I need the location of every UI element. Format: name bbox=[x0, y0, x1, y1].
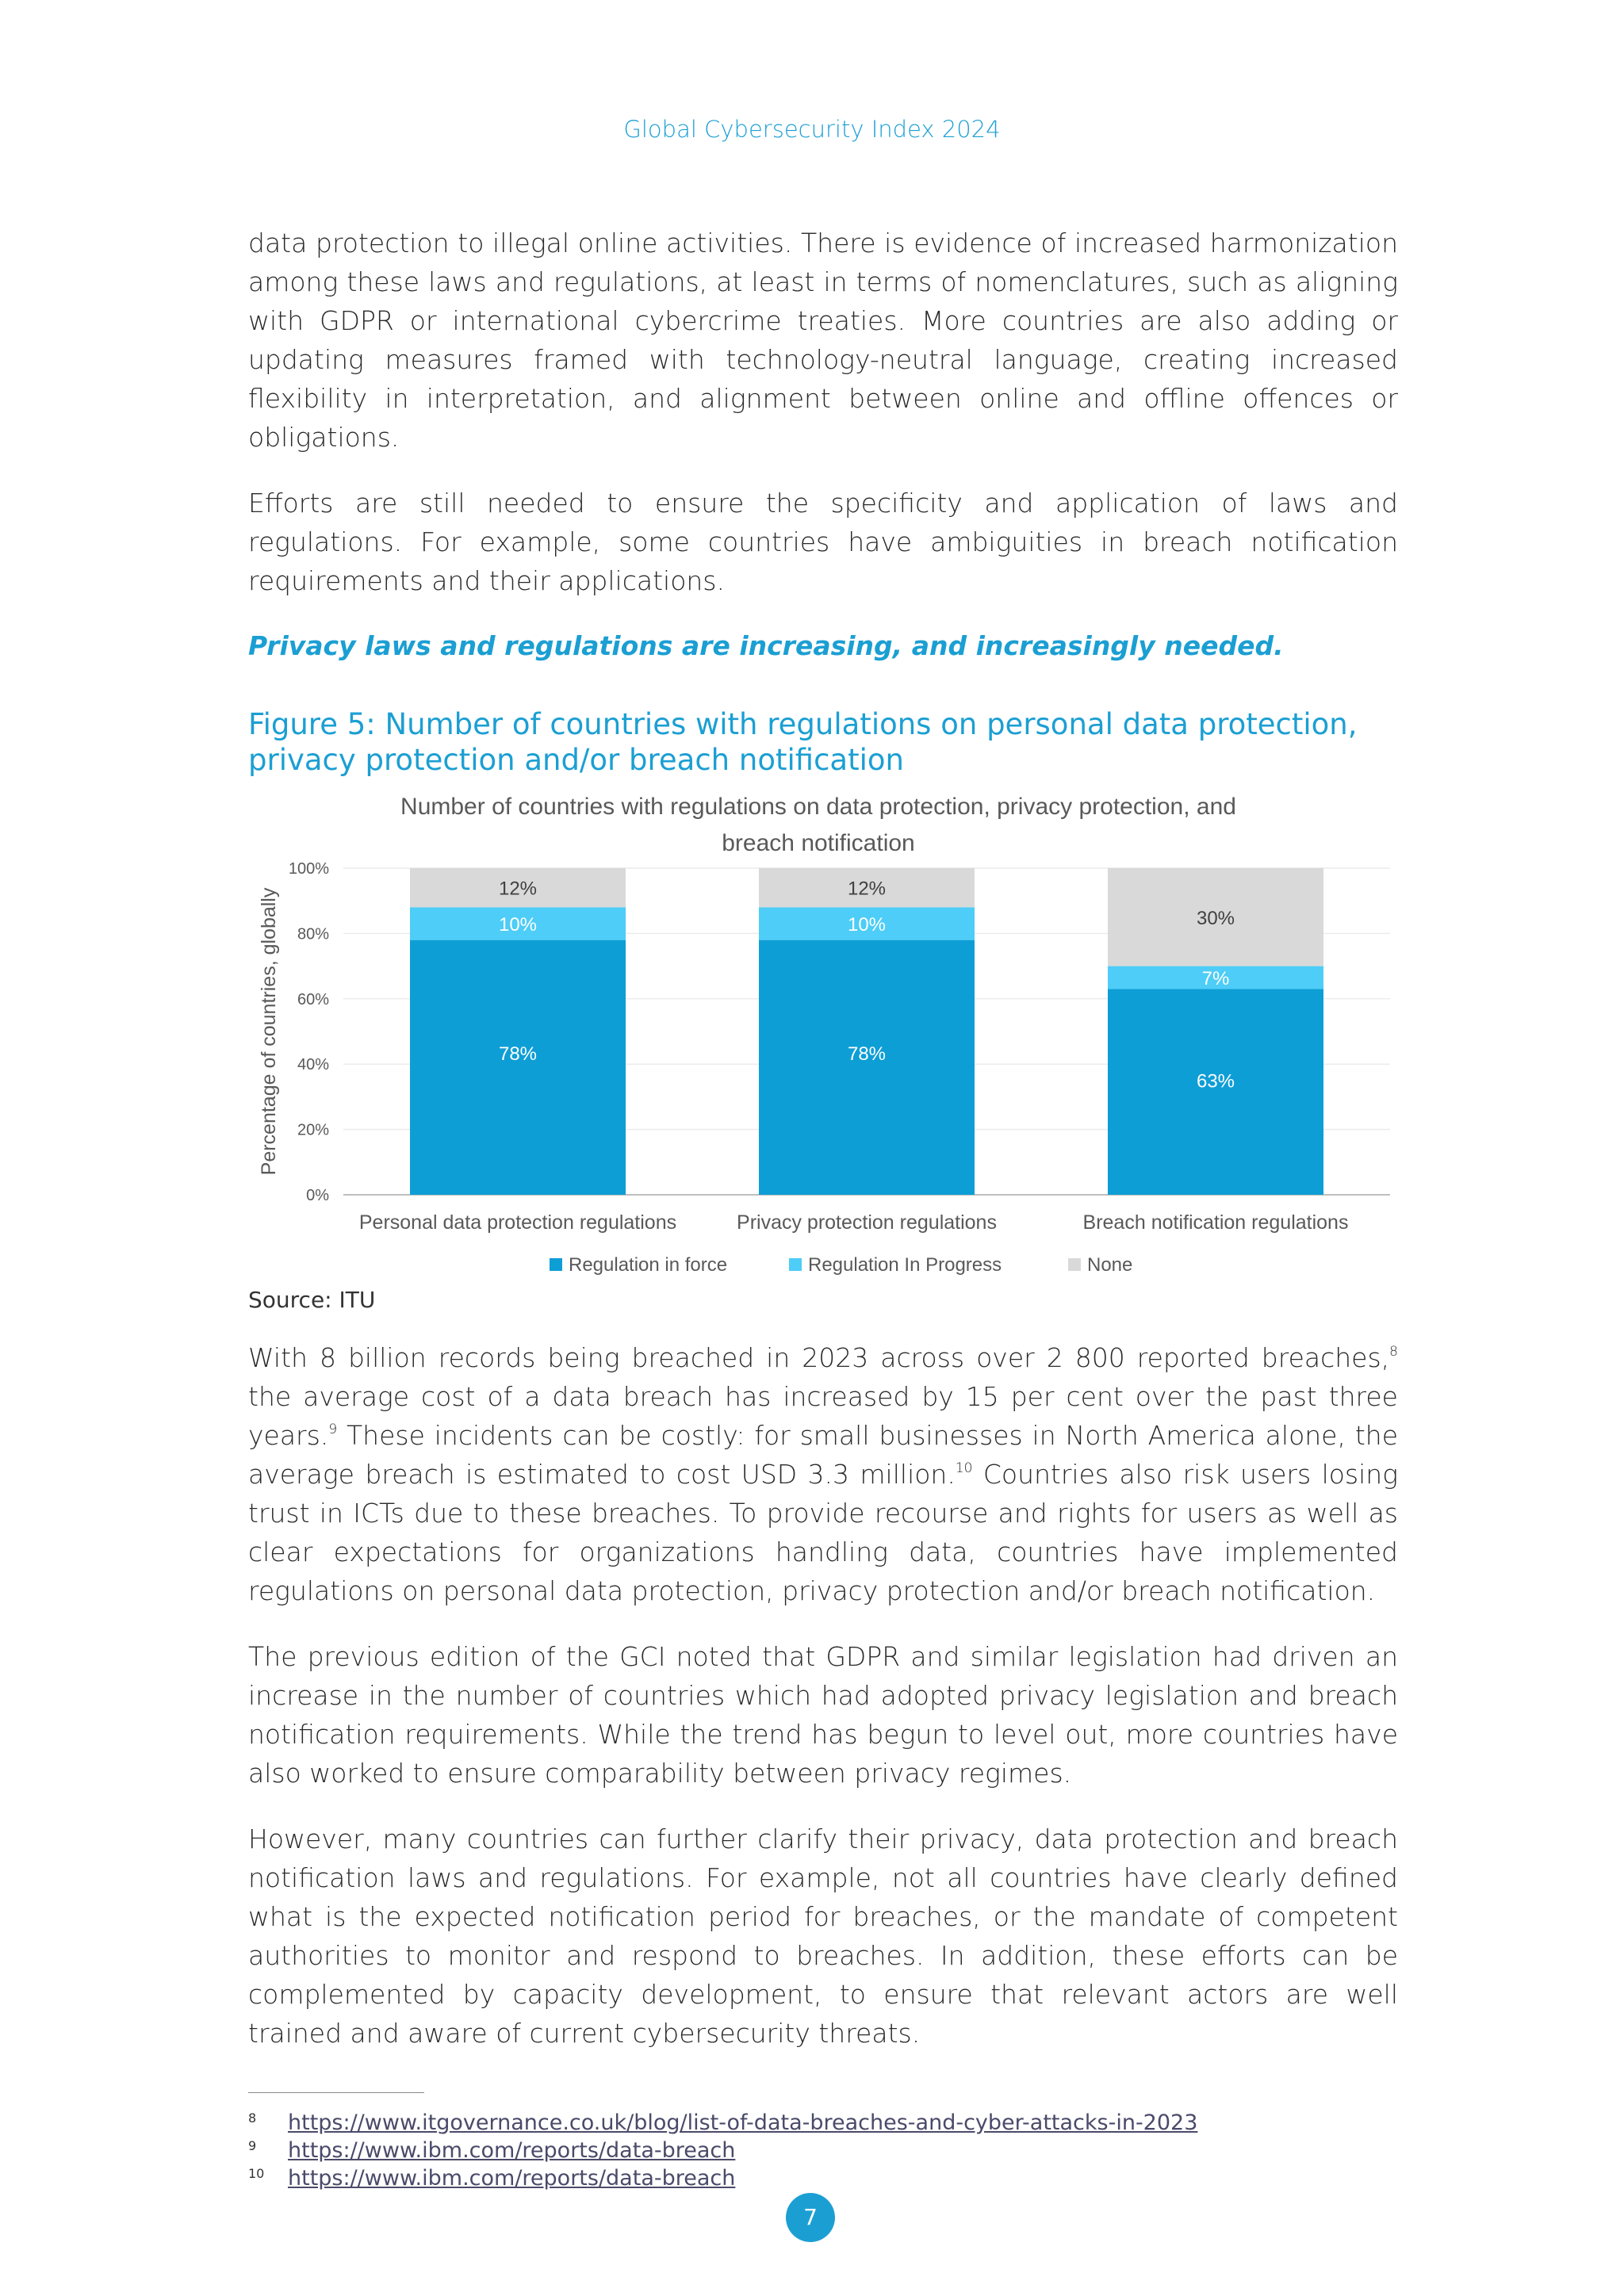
footnote-10 bbox=[248, 2164, 1398, 2192]
p3-text-d: Countries also risk users losing trust in ICTs due to these breaches. To provide recourse and rights for users as well as clear expectations for organizations handling data, countries have implemented regulations on personal data protection, privacy protection and/or breach notification. bbox=[248, 1459, 1399, 1606]
legend-swatch bbox=[789, 1258, 802, 1271]
page-content bbox=[248, 224, 1398, 2192]
bar-value-label: 12% bbox=[847, 878, 887, 900]
footnote-number: 9 bbox=[248, 2138, 257, 2153]
chart-title-line-2: breach notification bbox=[722, 830, 915, 856]
y-tick-label: 0% bbox=[306, 1187, 329, 1204]
bar-value-label: 12% bbox=[498, 878, 538, 900]
bar-value-label: 78% bbox=[847, 1043, 887, 1066]
bar-value-label: 78% bbox=[498, 1043, 538, 1066]
y-tick-label: 40% bbox=[297, 1056, 329, 1074]
legend-label: Regulation in force bbox=[569, 1254, 728, 1276]
figure-title: Figure 5: Number of countries with regulations on personal data protection, privacy protection and/or breach notification bbox=[248, 707, 1358, 777]
y-tick-label: 60% bbox=[297, 990, 329, 1008]
footnote-ref-9[interactable]: 9 bbox=[328, 1422, 338, 1437]
y-tick-label: 20% bbox=[297, 1121, 329, 1139]
paragraph-5: However, many countries can further clarify their privacy, data protection and breach notification laws and regulations. For example, not all countries have clearly defined what is the expected notification period for breaches, or the mandate of competent authorities to monitor and respond to breaches. In addition, these efforts can be complemented by capacity development, to ensure that relevant actors are well trained and aware of current cybersecurity threats. bbox=[248, 1823, 1398, 2049]
footnote-ref-8[interactable]: 8 bbox=[1389, 1344, 1398, 1360]
p3-text-b: the average cost of a data breach has increased by 15 per cent over the past three years. bbox=[248, 1381, 1398, 1451]
bar-value-label: 30% bbox=[1196, 907, 1235, 929]
footnote-number: 10 bbox=[248, 2166, 265, 2181]
chart-svg bbox=[248, 783, 1398, 1286]
legend-swatch bbox=[1068, 1258, 1081, 1271]
figure-source: Source: ITU bbox=[248, 1287, 376, 1313]
footnote-8 bbox=[248, 2109, 1398, 2137]
x-category-label: Personal data protection regulations bbox=[358, 1211, 677, 1234]
footnote-ref-10[interactable]: 10 bbox=[955, 1460, 973, 1476]
footnote-link[interactable]: https://www.itgovernance.co.uk/blog/list-of-data-breaches-and-cyber-attacks-in-2023 bbox=[288, 2110, 1198, 2135]
footnote-9 bbox=[248, 2137, 1398, 2164]
y-tick-label: 80% bbox=[297, 925, 329, 943]
legend-swatch bbox=[550, 1258, 562, 1271]
chart-title-line-1: Number of countries with regulations on data protection, privacy protection, and bbox=[400, 794, 1236, 820]
footnote-number: 8 bbox=[248, 2110, 257, 2126]
p3-text-c: These incidents can be costly: for small businesses in North America alone, the average breach is estimated to cost USD 3.3 million. bbox=[248, 1420, 1398, 1490]
footnote-link[interactable]: https://www.ibm.com/reports/data-breach bbox=[288, 2166, 736, 2191]
footnote-divider bbox=[248, 2092, 424, 2093]
running-header: Global Cybersecurity Index 2024 bbox=[623, 116, 1001, 143]
bar-value-label: 10% bbox=[498, 914, 538, 936]
footnote-link[interactable]: https://www.ibm.com/reports/data-breach bbox=[288, 2138, 736, 2163]
paragraph-1: data protection to illegal online activities. There is evidence of increased harmonization among these laws and regulations, at least in terms of nomenclatures, such as aligning with GDPR or international cybercrime treaties. More countries are also adding or updating measures framed with technology-neutral language, creating increased flexibility in interpretation, and alignment between online and offline offences or obligations. bbox=[248, 228, 1398, 453]
x-category-label: Privacy protection regulations bbox=[737, 1211, 997, 1234]
page-number-badge: 7 bbox=[786, 2193, 835, 2242]
legend-label: None bbox=[1087, 1254, 1133, 1276]
y-axis-label: Percentage of countries, globally bbox=[258, 887, 280, 1176]
bar-value-label: 7% bbox=[1201, 968, 1230, 990]
paragraph-3 bbox=[248, 1338, 1398, 1610]
legend-label: Regulation In Progress bbox=[808, 1254, 1002, 1276]
bar-value-label: 10% bbox=[847, 914, 887, 936]
x-category-label: Breach notification regulations bbox=[1082, 1211, 1349, 1234]
bar-segment bbox=[759, 940, 975, 1195]
p3-text-a: With 8 billion records being breached in 2023 across over 2 800 reported breaches, bbox=[248, 1342, 1390, 1373]
paragraph-4: The previous edition of the GCI noted that GDPR and similar legislation had driven an increase in the number of countries which had adopted privacy legislation and breach notification requirements. While the trend has begun to level out, more countries have also worked to ensure comparability between privacy regimes. bbox=[248, 1641, 1398, 1789]
paragraph-2: Efforts are still needed to ensure the specificity and application of laws and regulations. For example, some countries have ambiguities in breach notification requirements and their applications. bbox=[248, 488, 1398, 596]
y-tick-label: 100% bbox=[288, 860, 329, 878]
stacked-bar-chart bbox=[248, 783, 1398, 1286]
lead-statement: Privacy laws and regulations are increasing, and increasingly needed. bbox=[248, 630, 1284, 661]
bar-value-label: 63% bbox=[1196, 1070, 1235, 1093]
bar-segment bbox=[410, 940, 626, 1195]
